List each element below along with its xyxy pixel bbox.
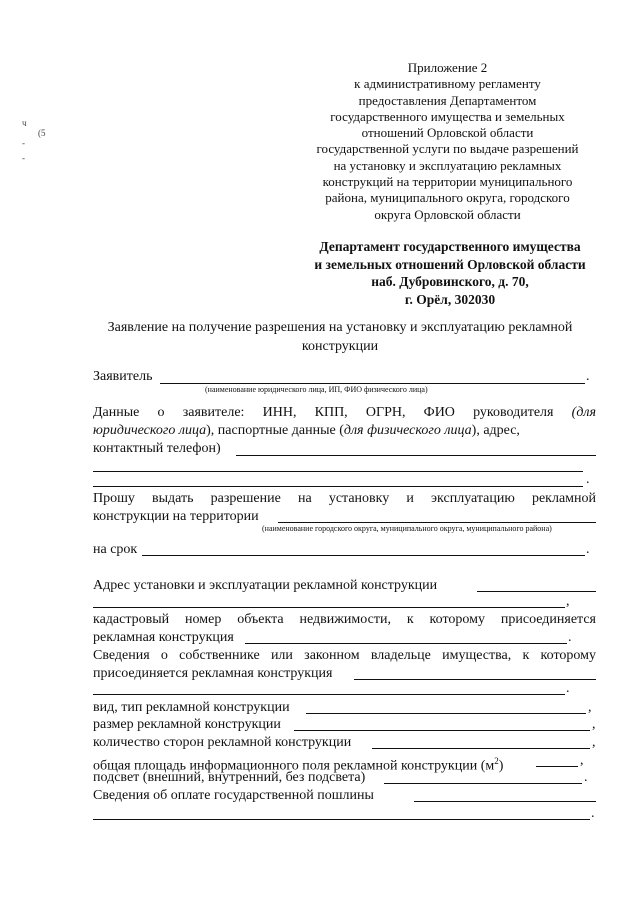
- address-field[interactable]: [477, 591, 596, 592]
- appendix-line: округа Орловской области: [374, 206, 521, 222]
- appendix-line: Приложение 2: [407, 60, 488, 75]
- word: руководителя: [473, 405, 554, 420]
- address-label: Адрес установки и эксплуатации рекламной конструкции: [93, 578, 438, 593]
- applicant-end: .: [586, 369, 590, 384]
- text: ), адрес,: [471, 423, 520, 438]
- cadastral-end: .: [568, 630, 572, 645]
- request-line-1: [93, 490, 596, 508]
- lighting-end: .: [584, 770, 588, 785]
- type-field[interactable]: [306, 713, 586, 714]
- owner-field[interactable]: [354, 679, 596, 680]
- fee-field-2[interactable]: [93, 819, 590, 820]
- text: общая площадь информационного поля рекламной конструкции (м: [93, 758, 495, 774]
- applicant-field[interactable]: [160, 383, 585, 384]
- owner-end: .: [566, 681, 570, 696]
- margin-mark: -: [22, 138, 25, 148]
- cadastral-field[interactable]: [245, 643, 567, 644]
- territory-label: конструкции на территории: [93, 509, 259, 524]
- address-field-2[interactable]: [93, 607, 565, 608]
- department-line: и земельных отношений Орловской области: [314, 256, 586, 272]
- cadastral-line-1: кадастровый номер объекта недвижимости, к которому присоединяется: [93, 612, 596, 627]
- territory-hint: (наименование городского округа, муниципального округа, муниципального района): [262, 524, 552, 533]
- title-line-1: Заявление на получение разрешения на установку и эксплуатацию рекламной: [107, 320, 573, 335]
- fee-label: Сведения об оплате государственной пошлины: [93, 788, 374, 803]
- word: о: [157, 405, 165, 420]
- applicant-data-line-2: [93, 422, 520, 440]
- text: ): [498, 758, 504, 774]
- word: заявителе:: [182, 405, 245, 420]
- appendix-line: района, муниципального округа, городского: [325, 190, 570, 206]
- word: и: [406, 491, 414, 506]
- type-end: ,: [588, 700, 592, 715]
- area-end: ,: [580, 753, 584, 768]
- appendix-line: государственного имущества и земельных: [330, 108, 565, 124]
- owner-line-1: Сведения о собственнике или законном владельце имущества, к которому: [93, 648, 596, 663]
- title-line-2: конструкции: [301, 339, 379, 354]
- margin-mark: ч: [22, 118, 27, 128]
- department-line: наб. Дубровинского, д. 70,: [371, 274, 529, 289]
- word: (для: [571, 405, 597, 420]
- owner-field-2[interactable]: [93, 694, 565, 695]
- word: ИНН,: [262, 405, 297, 420]
- margin-mark: -: [22, 153, 25, 163]
- applicant-label: Заявитель: [93, 369, 153, 384]
- type-label: вид, тип рекламной конструкции: [93, 700, 290, 715]
- appendix-line: к административному регламенту: [354, 76, 541, 92]
- appendix-header: [300, 60, 595, 223]
- sides-label: количество сторон рекламной конструкции: [93, 735, 352, 750]
- italic-text: для физического лица: [343, 423, 472, 438]
- word: разрешение: [210, 491, 281, 506]
- sides-end: ,: [592, 735, 596, 750]
- applicant-data-end: .: [586, 472, 590, 487]
- appendix-line: государственной услуги по выдаче разрешений: [316, 141, 579, 157]
- word: на: [297, 491, 312, 506]
- applicant-data-field-2[interactable]: [93, 471, 583, 472]
- owner-label: присоединяется рекламная конструкция: [93, 666, 333, 681]
- lighting-field[interactable]: [384, 783, 582, 784]
- fee-end: .: [591, 806, 595, 821]
- department-address: [290, 238, 610, 308]
- fee-field[interactable]: [414, 801, 596, 802]
- applicant-data-line-1: [93, 404, 596, 422]
- department-line: Департамент государственного имущества: [319, 239, 581, 254]
- size-label: размер рекламной конструкции: [93, 717, 281, 732]
- size-field[interactable]: [294, 730, 590, 731]
- term-label: на срок: [93, 542, 138, 557]
- word: выдать: [152, 491, 194, 506]
- document-title: [80, 318, 600, 356]
- territory-field[interactable]: [278, 522, 596, 523]
- lighting-label: подсвет (внешний, внутренний, без подсвета): [93, 770, 366, 785]
- term-field[interactable]: [142, 555, 585, 556]
- text: ), паспортные данные (: [206, 423, 344, 438]
- appendix-line: конструкций на территории муниципального: [322, 174, 573, 190]
- word: эксплуатацию: [431, 491, 515, 506]
- word: установку: [328, 491, 390, 506]
- superscript: 2: [494, 756, 499, 766]
- department-line: г. Орёл, 302030: [404, 291, 496, 307]
- word: рекламной: [531, 491, 597, 506]
- word: ФИО: [423, 405, 455, 420]
- cadastral-label: рекламная конструкция: [93, 630, 234, 645]
- applicant-data-field-3[interactable]: [93, 486, 583, 487]
- appendix-line: на установку и эксплуатацию рекламных: [333, 157, 562, 173]
- applicant-hint: (наименование юридического лица, ИП, ФИО физического лица): [205, 385, 428, 394]
- appendix-line: отношений Орловской области: [361, 125, 534, 141]
- appendix-line: предоставления Департаментом: [358, 92, 537, 108]
- word: Данные: [93, 405, 140, 420]
- area-field[interactable]: [536, 766, 578, 767]
- contact-phone-field[interactable]: [236, 455, 596, 456]
- word: КПП,: [314, 405, 348, 420]
- italic-text: юридического лица: [93, 423, 207, 438]
- word: ОГРН,: [365, 405, 406, 420]
- address-end: ,: [566, 594, 570, 609]
- contact-phone-label: контактный телефон): [93, 441, 221, 456]
- term-end: .: [586, 542, 590, 557]
- size-end: ,: [592, 717, 596, 732]
- sides-field[interactable]: [372, 748, 590, 749]
- margin-mark: (5: [38, 128, 46, 138]
- word: Прошу: [93, 491, 135, 506]
